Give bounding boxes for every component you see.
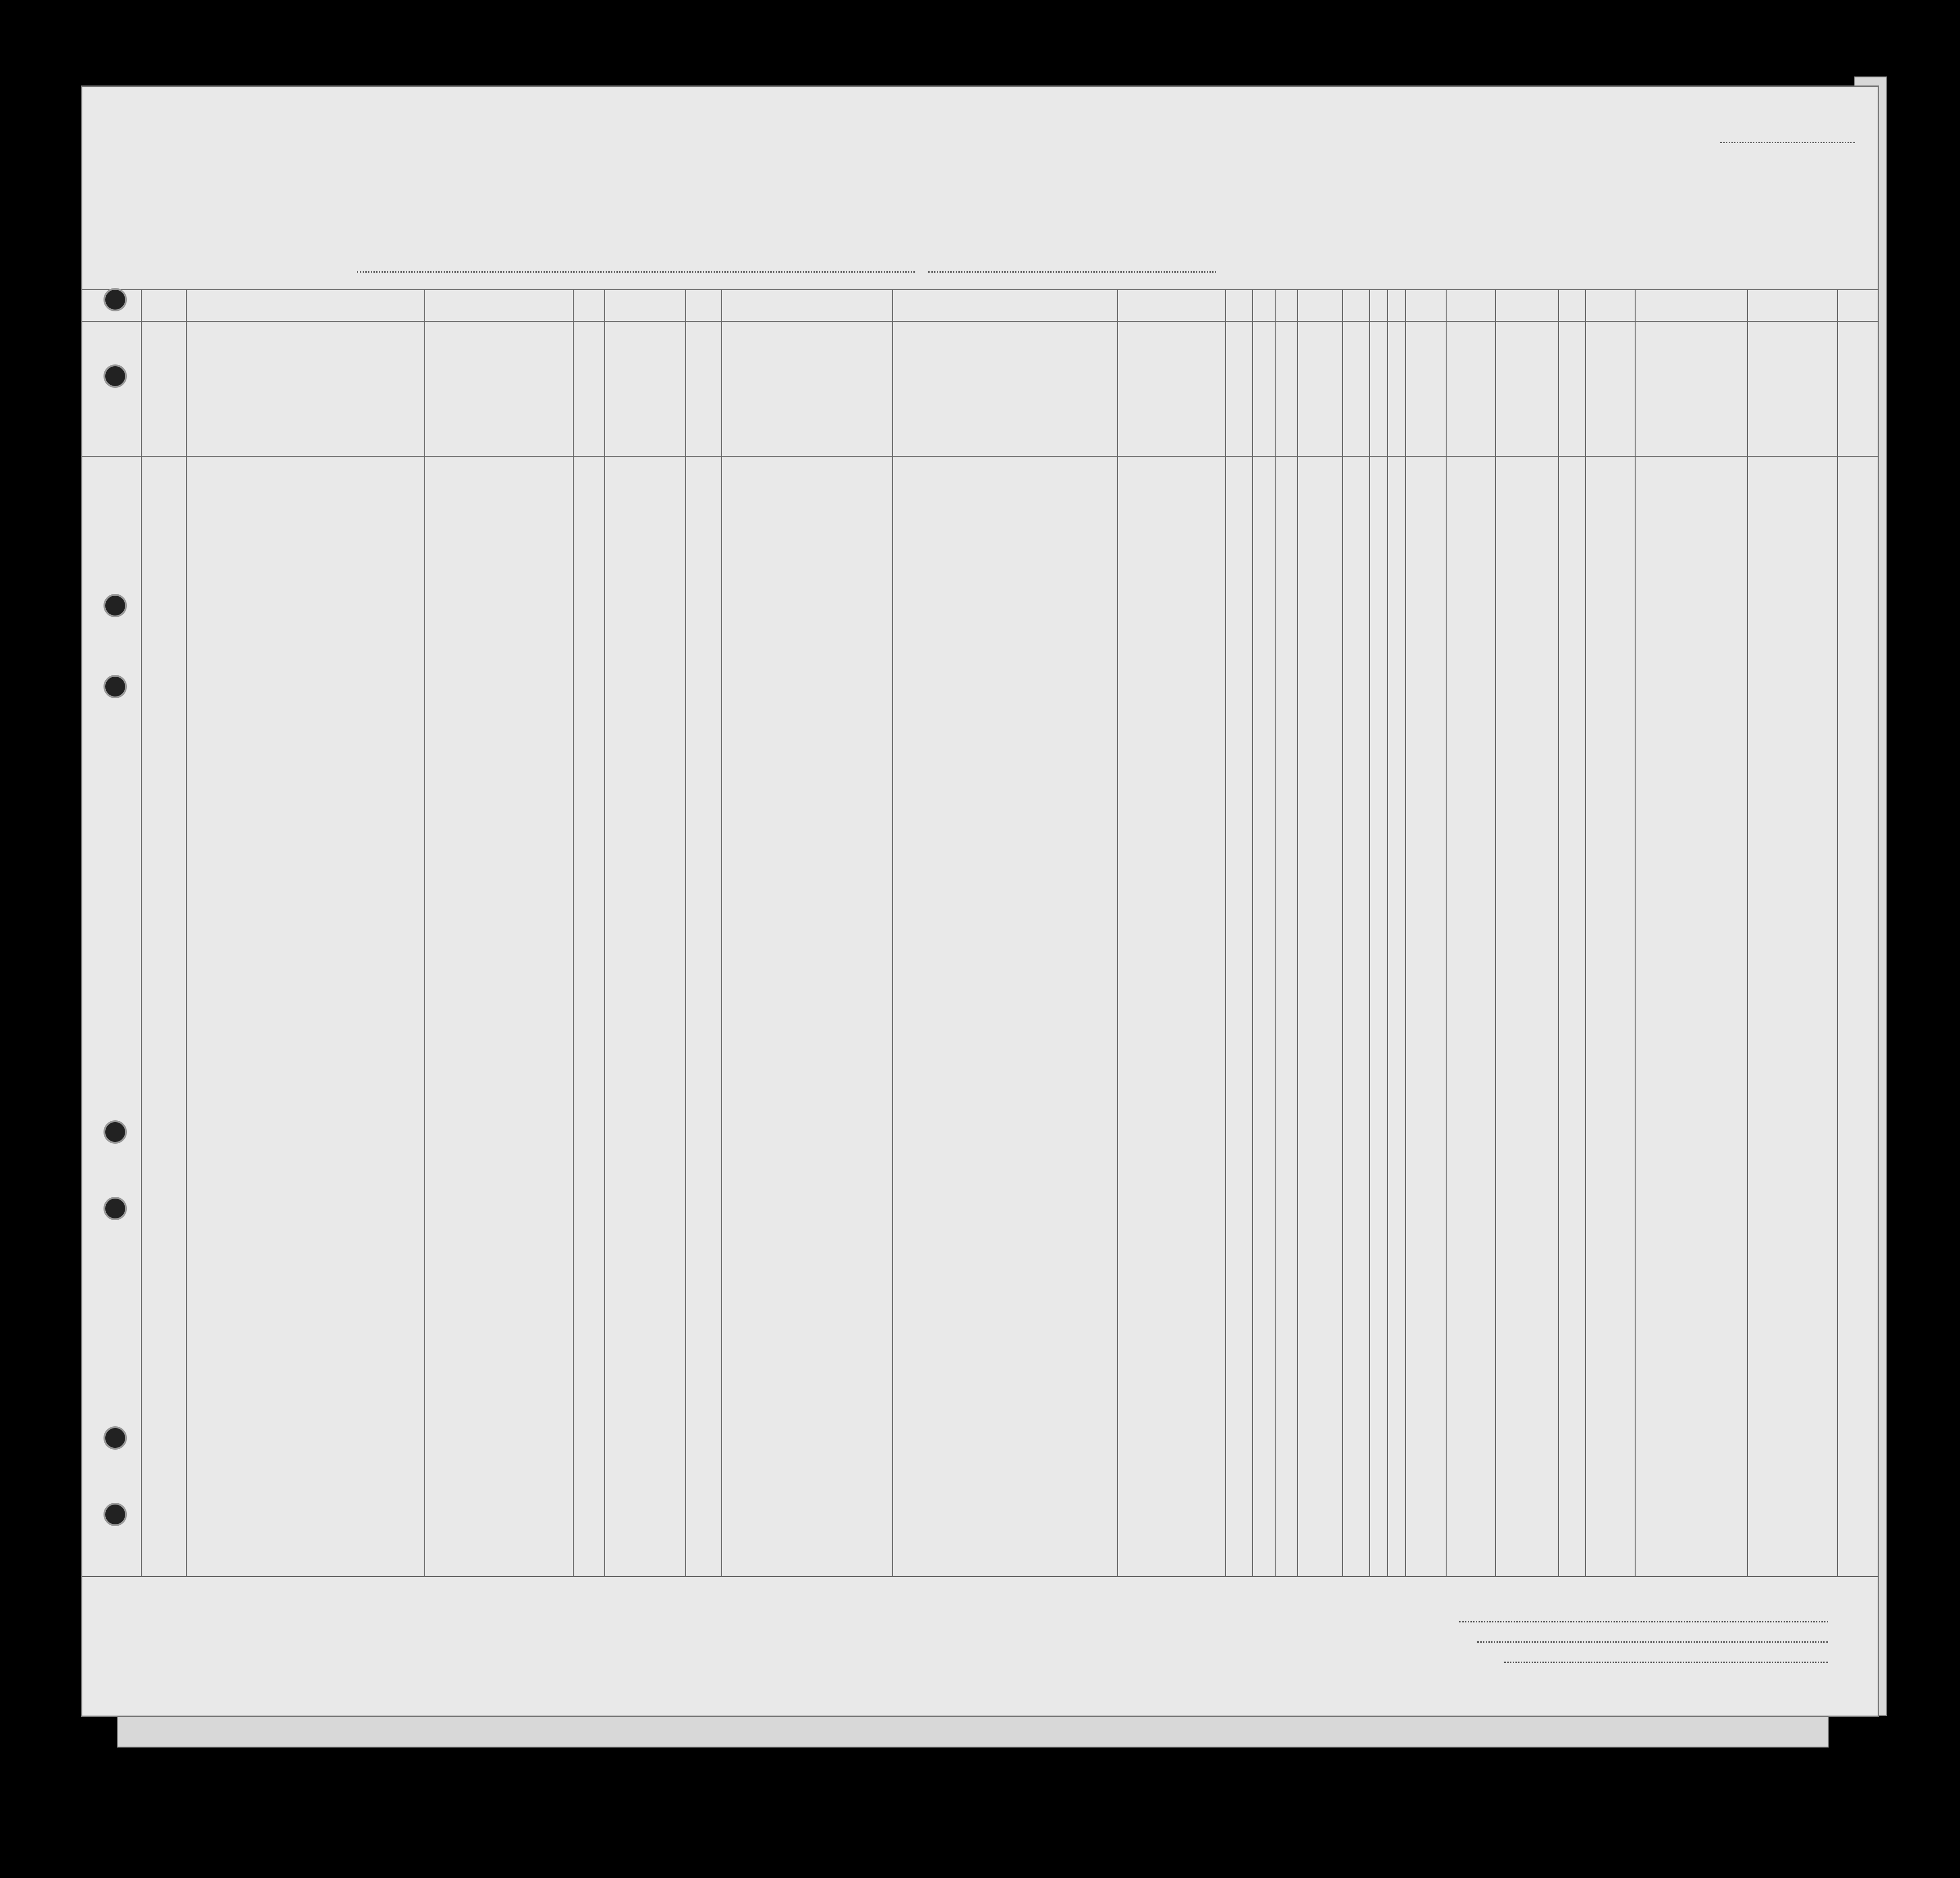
hdr-overthrow [1299, 325, 1340, 451]
binder-hole [103, 1503, 127, 1526]
owners-field [1477, 1641, 1828, 1643]
col-line [141, 289, 142, 1576]
col-line [685, 289, 686, 1576]
binder-hole [103, 1120, 127, 1144]
col-line [1635, 289, 1636, 1576]
col-line [1225, 289, 1226, 1576]
binder-hole [103, 1197, 127, 1220]
header-bottom-line [82, 456, 1878, 457]
hdr-inches [1529, 393, 1551, 447]
col-line [573, 289, 574, 1576]
col-line [1252, 289, 1253, 1576]
colnum-line [82, 321, 1878, 322]
hdr-labor [1344, 325, 1367, 451]
hdr-polygamist [1254, 325, 1272, 451]
col-line [1117, 289, 1118, 1576]
col-line [721, 289, 722, 1576]
table-bottom-line [82, 1576, 1878, 1577]
col-line [1387, 289, 1388, 1576]
col-line [1747, 289, 1748, 1576]
col-line [1837, 289, 1838, 1576]
hdr-purpose-c [1191, 357, 1223, 451]
col-line [1558, 289, 1559, 1576]
col-line [892, 289, 893, 1576]
line-field [1459, 1621, 1828, 1622]
col-line [1446, 289, 1447, 1576]
col-line [1405, 289, 1406, 1576]
binder-hole [103, 288, 127, 311]
hdr-feet [1500, 393, 1522, 447]
manifest-sheet [81, 85, 1879, 1717]
binder-hole [103, 1426, 127, 1450]
binder-hole [103, 675, 127, 698]
binder-hole [103, 594, 127, 617]
date-line [928, 271, 1216, 273]
hdr-ticket [577, 325, 600, 451]
col-line [604, 289, 605, 1576]
col-line [186, 289, 187, 1576]
hdr-prison [1227, 325, 1250, 451]
hdr-money [690, 325, 717, 451]
hdr-purpose-b [1155, 357, 1189, 451]
col-line [1297, 289, 1298, 1576]
table-top-line [82, 289, 1878, 290]
col-line [1495, 289, 1496, 1576]
list-line [1720, 142, 1855, 143]
binder-hole [103, 364, 127, 388]
hdr-arrested [1388, 325, 1404, 451]
col-line [1369, 289, 1370, 1576]
hdr-excluded [1370, 325, 1386, 451]
hdr-purpose-a [1119, 357, 1153, 451]
col-line [1342, 289, 1343, 1576]
port-line [357, 271, 915, 273]
col-line [1275, 289, 1276, 1576]
col-line [424, 289, 425, 1576]
hdr-anarchist [1277, 325, 1295, 451]
col-line [1585, 289, 1586, 1576]
agents-field [1504, 1662, 1828, 1663]
